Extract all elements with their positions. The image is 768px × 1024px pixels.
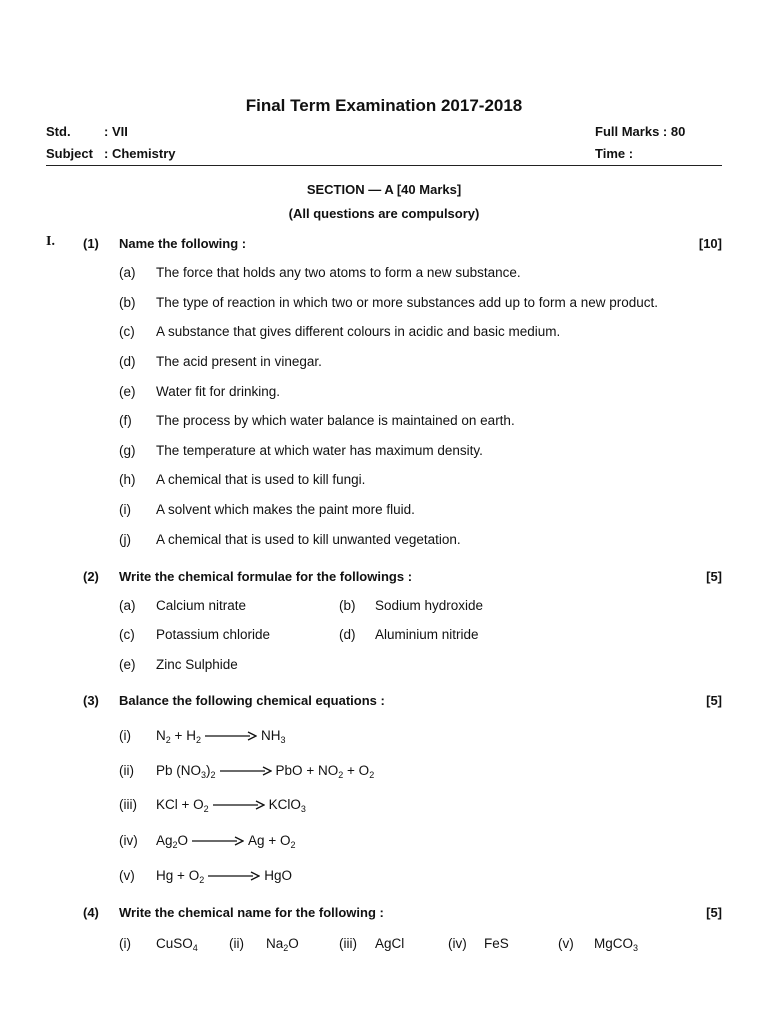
item-label: (e) <box>119 384 136 399</box>
item-label: (a) <box>119 598 136 613</box>
arrow-right-icon <box>220 766 272 776</box>
item-text: The process by which water balance is maintained on earth. <box>156 413 515 428</box>
equation: $Hg + O_2$ HgO <box>156 868 292 885</box>
equation: KCl + $O_2$ KClO$_3$ <box>156 797 306 814</box>
item-text: A substance that gives different colours in acidic and basic medium. <box>156 324 561 339</box>
item-label: (iv) <box>119 833 138 848</box>
item-label: (d) <box>119 354 136 369</box>
arrow-right-icon <box>205 731 257 741</box>
item-label: (e) <box>119 657 136 672</box>
item-text: Water fit for drinking. <box>156 384 281 399</box>
item-label: (c) <box>119 627 135 642</box>
equation: Pb $(NO_3)_2$ PbO + $NO_2 + O_2$ <box>156 763 375 780</box>
item-label: (c) <box>119 324 135 339</box>
item-text: Aluminium nitride <box>375 627 479 642</box>
formula: MgCO$_3$ <box>594 936 639 953</box>
item-text: A chemical that is used to kill fungi. <box>156 472 366 487</box>
item-text: The force that holds any two atoms to form a new substance. <box>156 265 521 280</box>
subject-label: Subject <box>46 146 93 161</box>
item-text: A solvent which makes the paint more fluid. <box>156 502 415 517</box>
item-label: (j) <box>119 532 131 547</box>
item-text: A chemical that is used to kill unwanted vegetation. <box>156 532 461 547</box>
item-label: (i) <box>119 936 131 951</box>
question-text: Name the following : <box>119 236 247 251</box>
item-text: The acid present in vinegar. <box>156 354 322 369</box>
item-label: (i) <box>119 728 131 743</box>
page-title: Final Term Examination 2017-2018 <box>245 96 523 115</box>
section-note: (All questions are compulsory) <box>288 206 480 221</box>
question-text: Write the chemical name for the following : <box>119 905 384 920</box>
item-text: The type of reaction in which two or more substances add up to form a new product. <box>156 295 659 310</box>
question-number: (1) <box>83 236 99 251</box>
std-value: : VII <box>104 124 128 139</box>
item-text: Zinc Sulphide <box>156 657 238 672</box>
item-text: Calcium nitrate <box>156 598 247 613</box>
item-label: (iii) <box>339 936 357 951</box>
formula: AgCl <box>375 936 405 951</box>
item-text: Potassium chloride <box>156 627 271 642</box>
question-number: (4) <box>83 905 99 920</box>
question-number: (3) <box>83 693 99 708</box>
question-number: (2) <box>83 569 99 584</box>
question-marks: [5] <box>706 693 722 708</box>
question-marks: [10] <box>698 236 722 251</box>
question-group-numeral: I. <box>46 234 55 249</box>
formula: FeS <box>484 936 509 951</box>
arrow-right-icon <box>192 836 244 846</box>
question-marks: [5] <box>706 905 722 920</box>
question-text: Balance the following chemical equations : <box>119 693 385 708</box>
item-label: (f) <box>119 413 132 428</box>
item-label: (b) <box>339 598 356 613</box>
header-divider <box>46 165 722 166</box>
arrow-right-icon <box>213 800 265 810</box>
formula: CuSO$_4$ <box>156 936 198 953</box>
full-marks: Full Marks : 80 <box>595 124 686 139</box>
equation: $N_2 + H_2$ $NH_3$ <box>156 728 286 745</box>
item-label: (v) <box>558 936 574 951</box>
item-label: (v) <box>119 868 135 883</box>
question-marks: [5] <box>706 569 722 584</box>
item-label: (iii) <box>119 797 137 812</box>
subject-value: : Chemistry <box>104 146 176 161</box>
formula: $Na_2O$ <box>266 936 299 953</box>
item-text: Sodium hydroxide <box>375 598 484 613</box>
item-label: (ii) <box>119 763 134 778</box>
std-label: Std. <box>46 124 71 139</box>
item-label: (d) <box>339 627 356 642</box>
item-label: (g) <box>119 443 136 458</box>
item-text: The temperature at which water has maximum density. <box>156 443 483 458</box>
time-label: Time : <box>595 146 634 161</box>
item-label: (ii) <box>229 936 244 951</box>
item-label: (b) <box>119 295 136 310</box>
item-label: (iv) <box>448 936 467 951</box>
question-text: Write the chemical formulae for the followings : <box>119 569 413 584</box>
item-label: (h) <box>119 472 136 487</box>
item-label: (a) <box>119 265 136 280</box>
equation: $Ag_2O$ $Ag + O_2$ <box>156 833 296 850</box>
item-label: (i) <box>119 502 131 517</box>
arrow-right-icon <box>208 871 260 881</box>
section-title: SECTION — A [40 Marks] <box>306 182 462 197</box>
